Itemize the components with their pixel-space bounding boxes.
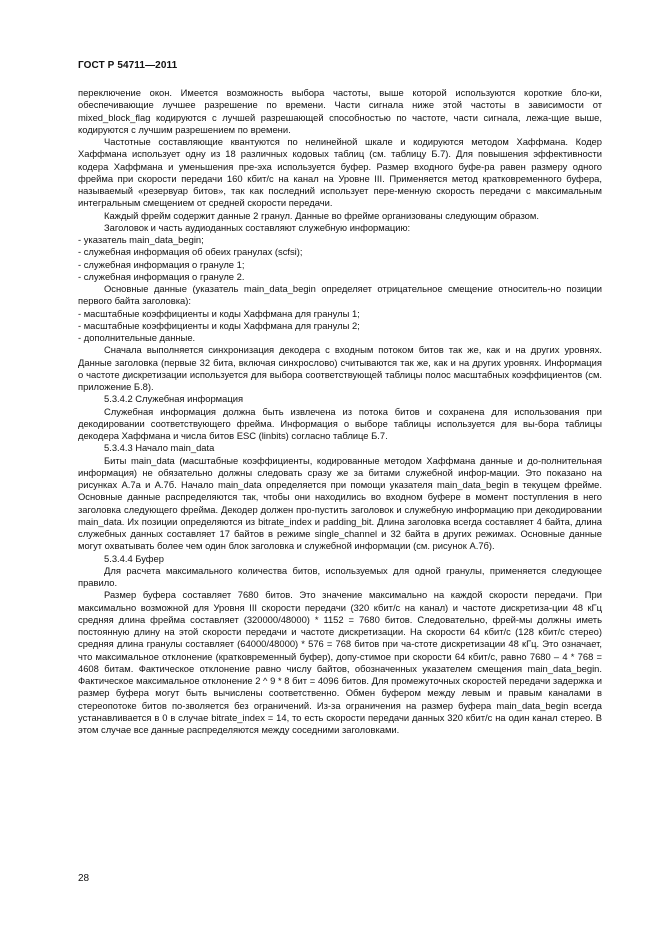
paragraph: переключение окон. Имеется возможность выбора частоты, выше которой используются короткие бло-ки, обеспечивающие лучшее разрешение по времени. Части сигнала ниже этой частоты в зависимости от mixed_block_flag кодируются с лучшей разрешающей способностью по частоте, части сигнала, лежа-щие выше, кодируются с лучшим разрешением по времени.: [78, 87, 602, 135]
paragraph: Частотные составляющие квантуются по нелинейной шкале и кодируются методом Хаффмана. Кодер Хаффмана использует одну из 18 различных кодовых таблиц (см. таблицу Б.7). Для повышения эффективности кодера Хаффмана и уменьшения пре-эха используется буфер. Размер входного буфе-ра равен размеру одного фрейма при скорости передачи 160 кбит/с на канал на Уровне III. Применяется метод кратковременного буфера, называемый «резервуар битов», так как последний использует пере-менную скорость передачи с максимальным интегральным смещением от средней скорости передачи.: [78, 136, 602, 209]
list-item: - указатель main_data_begin;: [78, 234, 204, 245]
paragraph: Сначала выполняется синхронизация декодера с входным потоком битов так же, как и на других уровнях. Данные заголовка (первые 32 бита, включая синхрослово) считываются так же, как и на других уровнях. Информация о частоте дискретизации используется для выбора соответствующей таблицы полос масштабных коэффициентов (см. приложение Б.8).: [78, 344, 602, 392]
list-item: - служебная информация о грануле 2.: [78, 270, 245, 282]
paragraph: Размер буфера составляет 7680 битов. Это значение максимально на каждой скорости передачи. При максимально возможной для Уровня III скорости передачи (320 кбит/с на канал) и частоте дискретиза-ции 48 кГц средняя длина фрейма составляет (320000/48000) * 1152 = 7680 битов. Следовательно, фрей-мы должны иметь постоянную длину на этой скорости передачи и частоте дискретизации. На скорости 64 кбит/с (128 кбит/с стерео) средняя длина гранулы составляет (64000/48000) * 576 = 768 битов при ча-стоте дискретизации 48 кГц. Это означает, что максимальное отклонение (кратковременный буфер), допу-стимое при скорости 64 кбит/с, равно 7680 – 4 * 768 = 4608 битам. Фактическое отклонение равно числу байтов, обозначенных указателем смещения main_data_begin. Фактическое максимальное отклонение 2 ^ 9 * 8 бит = 4096 битов. Для промежуточных скоростей передачи задержка и размер буфера могут быть вычислены соответственно. Обмен буфером между левым и правым каналами в стереопотоке битов по-зволяется без ограничений. Из-за ограничения на размер буфера main_data_begin всегда устанавливается в 0 в случае bitrate_index = 14, то есть скорости передачи данных 320 кбит/с на один канал стерео. В этом случае все данные распределяются между соседними заголовками.: [78, 589, 602, 735]
paragraph: Заголовок и часть аудиоданных составляют служебную информацию:: [104, 221, 411, 233]
document-body: [78, 87, 602, 736]
page-number: 28: [78, 873, 90, 884]
paragraph: Служебная информация должна быть извлечена из потока битов и сохранена для использования при декодировании соответствующего фрейма. Информация о выборе таблицы используется для вы-бора таблицы декодера Хаффмана и числа битов ESC (linbits) согласно таблице Б.7.: [78, 405, 602, 441]
section-heading: 5.3.4.2 Служебная информация: [104, 393, 244, 405]
paragraph: Для расчета максимального количества битов, используемых для одной гранулы, применяется следующее правило.: [78, 564, 602, 588]
paragraph: Основные данные (указатель main_data_begin определяет отрицательное смещение относитель-но позиции первого байта заголовка):: [78, 283, 602, 307]
list-item: - масштабные коэффициенты и коды Хаффмана для гранулы 1;: [78, 307, 360, 319]
paragraph: Каждый фрейм содержит данные 2 гранул. Данные во фрейме организованы следующим образом.: [104, 209, 539, 221]
document-header: ГОСТ Р 54711—2011: [78, 60, 178, 71]
list-item: - служебная информация о грануле 1;: [78, 258, 245, 270]
paragraph: Биты main_data (масштабные коэффициенты, кодированные методом Хаффмана данные и до-полнительная информация) не обязательно должны следовать сразу же за битами служебной инфор-мации. Это показано на рисунках А.7а и А.7б. Начало main_data определяется при помощи указателя main_data_begin в текущем фрейме. Основные данные распределяются так, чтобы они находились во входном буфере в момент поступления в него заголовка следующего фрейма. Декодер должен про-пустить заголовок и служебную информацию при декодировании main_data. Их позиции определяются из bitrate_index и padding_bit. Длина заголовка всегда составляет 4 байта, длина служебных данных составляет 17 байтов в режиме single_channel и 32 байта в других режимах. Основные данные могут охватывать более чем один блок заголовка и служебной информации (см. рисунок А.7б).: [78, 454, 602, 552]
list-item: - дополнительные данные.: [78, 332, 196, 343]
list-item: - служебная информация об обеих гранулах (scfsi);: [78, 246, 303, 258]
section-heading: 5.3.4.4 Буфер: [104, 552, 164, 564]
list-item: - масштабные коэффициенты и коды Хаффмана для гранулы 2;: [78, 319, 360, 331]
section-heading: 5.3.4.3 Начало main_data: [104, 442, 215, 454]
